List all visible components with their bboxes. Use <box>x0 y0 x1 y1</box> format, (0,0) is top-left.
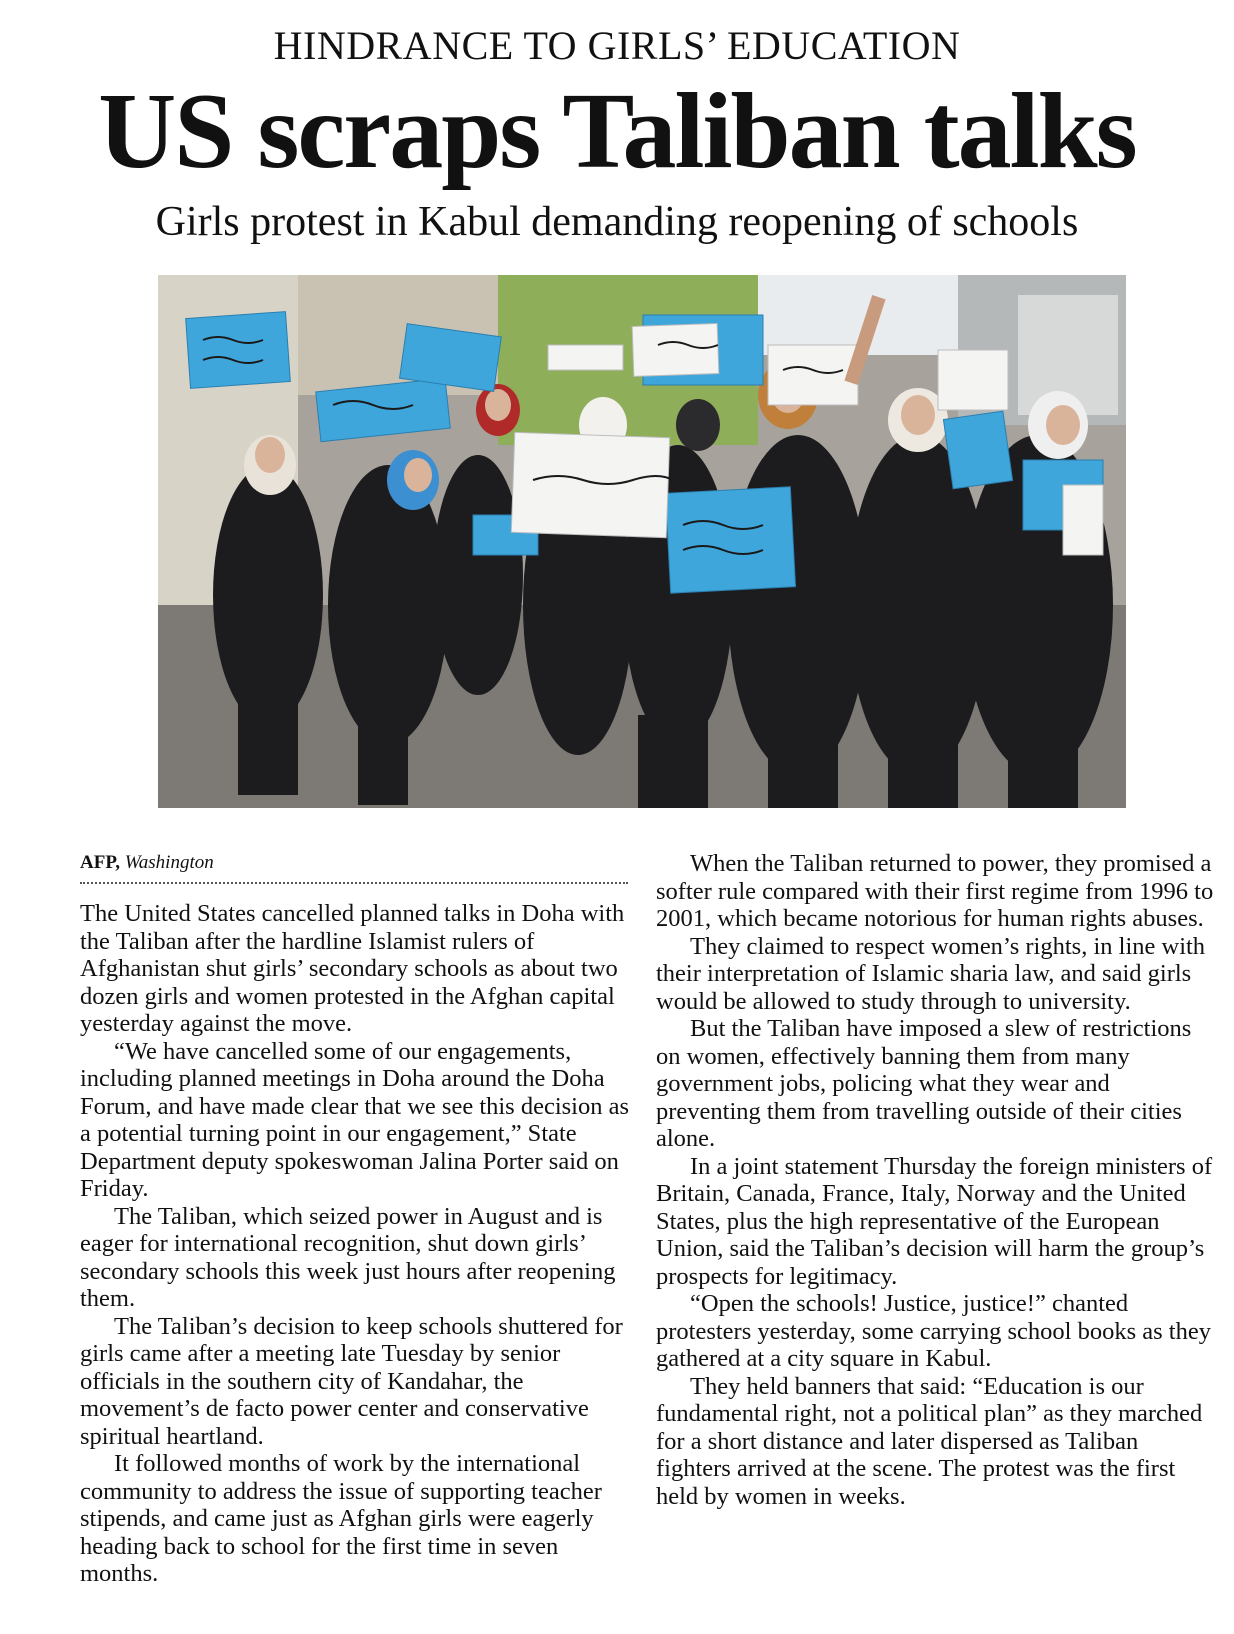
article-paragraph: They claimed to respect women’s rights, in line with their interpretation of Islamic sharia law, and said girls would be allowed to study through to university. <box>656 932 1206 1015</box>
article-paragraph: The United States cancelled planned talks in Doha with the Taliban after the hardline Islamist rulers of Afghanistan shut girls’ secondary schools as about two dozen girls and women protested in the Afghan capital yesterday against the move. <box>80 900 625 1037</box>
article-column-left <box>80 900 640 1588</box>
article-paragraph: The Taliban’s decision to keep schools shuttered for girls came after a meeting late Tuesday by senior officials in the southern city of Kandahar, the movement’s de facto power center and conservative spiritual heartland. <box>80 1312 623 1450</box>
subheadline: Girls protest in Kabul demanding reopening of schools <box>155 199 1079 245</box>
headline: US scraps Taliban talks <box>98 72 1136 191</box>
news-photo <box>158 275 1126 808</box>
article-paragraph: “We have cancelled some of our engagements, including planned meetings in Doha around the Doha Forum, and have made clear that we see this decision as a potential turning point in our engagement,” State Department deputy spokeswoman Jalina Porter said on Friday. <box>80 1037 630 1202</box>
article-paragraph: But the Taliban have imposed a slew of restrictions on women, effectively banning them from many government jobs, policing what they wear and preventing them from travelling outside of their cities alone. <box>656 1015 1192 1152</box>
kicker: HINDRANCE TO GIRLS’ EDUCATION <box>273 23 961 68</box>
article-paragraph: When the Taliban returned to power, they promised a softer rule compared with their first regime from 1996 to 2001, which became notorious for human rights abuses. <box>656 850 1214 932</box>
article-paragraph: They held banners that said: “Education is our fundamental right, not a political plan” as they marched for a short distance and later dispersed as Taliban fighters arrived at the scene. The protest was the first held by women in weeks. <box>656 1372 1203 1510</box>
byline <box>80 852 630 874</box>
byline-agency: AFP, <box>80 852 120 873</box>
article-paragraph: In a joint statement Thursday the foreign ministers of Britain, Canada, France, Italy, Norway and the United States, plus the high representative of the European Union, said the Taliban’s decision will harm the group’s prospects for legitimacy. <box>656 1152 1213 1290</box>
article-paragraph: It followed months of work by the international community to address the issue of supporting teacher stipends, and came just as Afghan girls were eagerly heading back to school for the first time in seven months. <box>80 1450 602 1587</box>
article-paragraph: The Taliban, which seized power in August and is eager for international recognition, shut down girls’ secondary schools this week just hours after reopening them. <box>80 1202 616 1312</box>
byline-location: Washington <box>124 852 214 873</box>
article-paragraph: “Open the schools! Justice, justice!” chanted protesters yesterday, some carrying school books as they gathered at a city square in Kabul. <box>656 1290 1211 1372</box>
protest-photo-illustration <box>158 275 1126 808</box>
article-column-right <box>656 850 1214 1510</box>
byline-divider <box>80 882 628 884</box>
